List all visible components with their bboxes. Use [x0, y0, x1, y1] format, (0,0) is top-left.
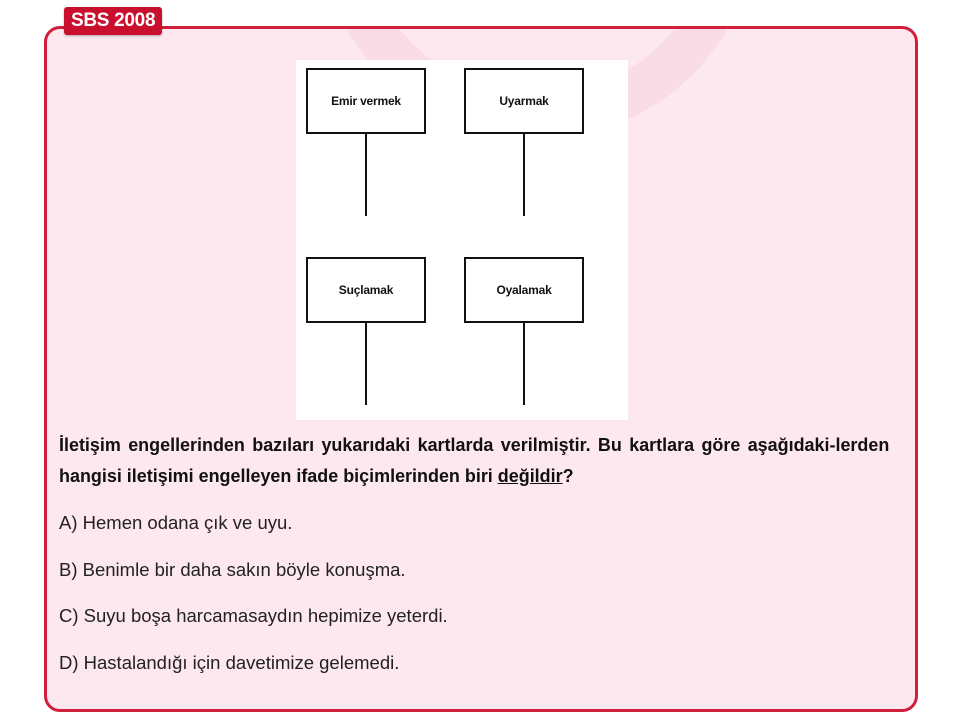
question-text — [59, 429, 889, 491]
exam-badge: SBS 2008 — [64, 7, 162, 35]
card-uyarmak — [464, 68, 584, 216]
option-b[interactable]: B) Benimle bir daha sakın böyle konuşma. — [59, 558, 406, 580]
card-label: Oyalamak — [464, 257, 584, 323]
option-d[interactable]: D) Hastalandığı için davetimize gelemedi. — [59, 651, 400, 673]
option-a[interactable]: A) Hemen odana çık ve uyu. — [59, 512, 293, 533]
question-panel — [44, 26, 918, 712]
option-c[interactable]: C) Suyu boşa harcamasaydın hepimize yeterdi. — [59, 605, 448, 626]
card-stick — [365, 134, 367, 216]
card-stick — [365, 323, 367, 405]
card-stick — [523, 323, 525, 405]
answer-options — [59, 509, 859, 695]
card-label: Suçlamak — [306, 257, 426, 323]
question-emphasis: değildir — [497, 465, 563, 486]
card-stick — [523, 134, 525, 216]
card-emir-vermek — [306, 68, 426, 216]
card-suclamak — [306, 257, 426, 405]
question-body: İletişim engellerinden bazıları yukarıdaki kartlarda verilmiştir. Bu kartlara göre aşağıdaki-lerden hangisi iletişimi engelleyen ifade biçimlerinden biri — [59, 434, 890, 486]
cards-figure — [296, 60, 628, 420]
question-mark: ? — [562, 465, 574, 486]
card-oyalamak — [464, 257, 584, 405]
card-label: Emir vermek — [306, 68, 426, 134]
card-label: Uyarmak — [464, 68, 584, 134]
